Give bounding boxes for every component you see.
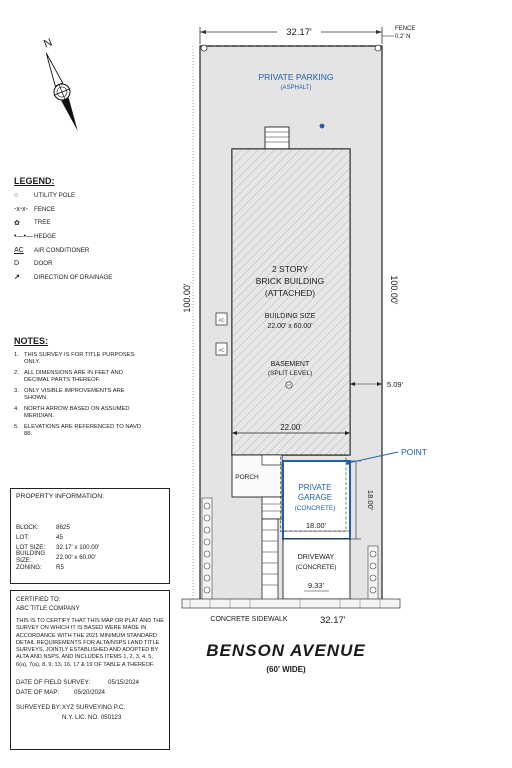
legend-title: LEGEND: [14,176,55,186]
door-icon: D [14,260,20,268]
driveway-label: DRIVEWAY [297,554,335,561]
certified-company: ABC TITLE COMPANY [16,605,80,612]
surveyed-by: SURVEYED BY: XYZ SURVEYING P.C. [16,703,126,711]
legend-list [14,189,184,284]
property-row: BUILDING SIZE: 22.00' x 60.00' [16,550,96,564]
top-width-dimension [200,26,382,44]
building-line-3: (ATTACHED) [264,288,316,298]
note-item: 3. ONLY VISIBLE IMPROVEMENTS ARE SHOWN. [14,388,125,402]
utility-pole-icon: ○ [14,192,19,200]
garage-width-label: 18.00' [305,521,327,530]
building-size-label: BUILDING SIZE [264,313,316,320]
fence-icon: -x-x- [14,205,28,213]
right-depth-label: 100.00' [389,275,399,305]
surveyor-license: N.Y. LIC. NO. 050123 [62,713,122,721]
legend-item: •—•— HEDGE [14,233,57,241]
hedge-right [368,546,378,600]
legend [14,176,184,284]
door-icon [262,455,282,465]
legend-item: ✿ TREE [14,219,51,227]
building-line-2: BRICK BUILDING [255,276,325,286]
svg-text:AC: AC [218,347,225,353]
concrete-sidewalk [182,599,400,608]
fence-note [382,26,415,40]
property-row: LOT: 45 [16,533,63,541]
legend-item: ↗ DIRECTION OF DRAINAGE [14,273,113,282]
notes-title: NOTES: [14,336,49,346]
drainage-arrow-icon: ↗ [14,274,20,282]
hedge-icon: •—•— [14,233,33,241]
note-item: 2. ALL DIMENSIONS ARE IN FEET AND DECIMAL PARTS THEREOF. [14,370,123,384]
property-row: BLOCK: 8625 [16,523,70,531]
svg-text:FENCE: FENCE [395,26,416,32]
parking-subtitle: (ASPHALT) [280,85,312,91]
hedge-left [202,498,212,600]
porch-label: PORCH [235,474,259,481]
garage-line-2: GARAGE [297,493,333,502]
driveway-width-label: 9.33' [307,581,325,590]
garage-depth-label: 18.00' [366,489,375,511]
front-walkway [262,519,278,601]
property-info-title: PROPERTY INFORMATION: [16,493,104,500]
property-row: ZONING: R5 [16,563,64,571]
property-information-box [10,488,170,584]
property-row: LOT SIZE: 32.17' x 100.00' [16,543,100,551]
sidewalk-label: CONCRETE SIDEWALK [210,616,288,623]
notes-list [14,352,142,438]
legend-item: D DOOR [14,260,53,268]
bottom-width-label: 32.17' [320,615,346,626]
right-depth-dimension [389,275,399,305]
air-conditioner-icon: AC [14,246,24,254]
point-label: POINT [401,447,427,457]
field-survey-date: DATE OF FIELD SURVEY: 05/15/2024 [16,678,139,686]
building-line-1: 2 STORY [271,264,309,274]
parking-marker [320,124,325,129]
basement-label: BASEMENT [270,361,310,368]
notes [14,336,142,442]
note-item: 1. THIS SURVEY IS FOR TITLE PURPOSES ONLY. [14,352,135,366]
elevation-marker-icon [286,382,292,388]
svg-text:0.2' N: 0.2' N [395,34,411,40]
parking-title: PRIVATE PARKING [258,72,334,82]
top-width-label: 32.17' [286,27,312,38]
building-width-label: 22.00' [280,423,302,432]
note-item: 5. ELEVATIONS ARE REFERENCED TO NAVD 88. [14,424,142,438]
street-name: BENSON AVENUE [206,641,366,660]
legend-item: -x-x- FENCE [14,205,55,213]
basement-sublabel: (SPLIT LEVEL) [267,370,313,377]
building-size-value: 22.00' x 60.00' [267,323,313,330]
legend-item: ○ UTILITY POLE [14,192,76,200]
garage-line-1: PRIVATE [298,483,332,492]
street-width: (60' WIDE) [266,665,306,674]
map-date: DATE OF MAP: 05/20/2024 [16,688,105,696]
certification-statement: THIS IS TO CERTIFY THAT THIS MAP OR PLAT AND THE SURVEY ON WHICH IT IS BASED WERE MADE IN ACCORDANCE WITH THE 2021 MINIMUM STANDARD DETAIL REQUIREMENTS FOR ALTA/NSPS LAND TITLE SURVEYS, JOINTLY ESTABLISHED AND ADOPTED BY ALTA AND NSPS, AND INCLUDES ITEMS 1, 2, 3, 4, 5, 6(a), 7(a), 8, 9, 13, 16, 17 & 19 OF TABLE A THEREOF. [16,618,164,668]
north-label: N [42,36,54,51]
property-info-rows [16,522,164,572]
north-arrow-icon [38,50,86,135]
svg-text:AC: AC [218,317,225,323]
left-depth-dimension [182,46,193,606]
front-steps [262,497,282,519]
air-conditioner-icon [216,313,227,325]
certification-box [10,590,170,750]
left-depth-label: 100.00' [182,283,192,313]
garage-line-3: (CONCRETE) [294,505,336,512]
rear-steps [265,127,289,149]
tree-icon: ✿ [14,219,20,227]
driveway-sublabel: (CONCRETE) [295,564,337,571]
air-conditioner-icon [216,343,227,355]
legend-item: AC AIR CONDITIONER [14,246,90,254]
note-item: 4. NORTH ARROW BASED ON ASSUMED MERIDIAN. [14,406,130,420]
setback-label: 5.09' [387,380,404,389]
certified-title: CERTIFIED TO: [16,596,61,603]
